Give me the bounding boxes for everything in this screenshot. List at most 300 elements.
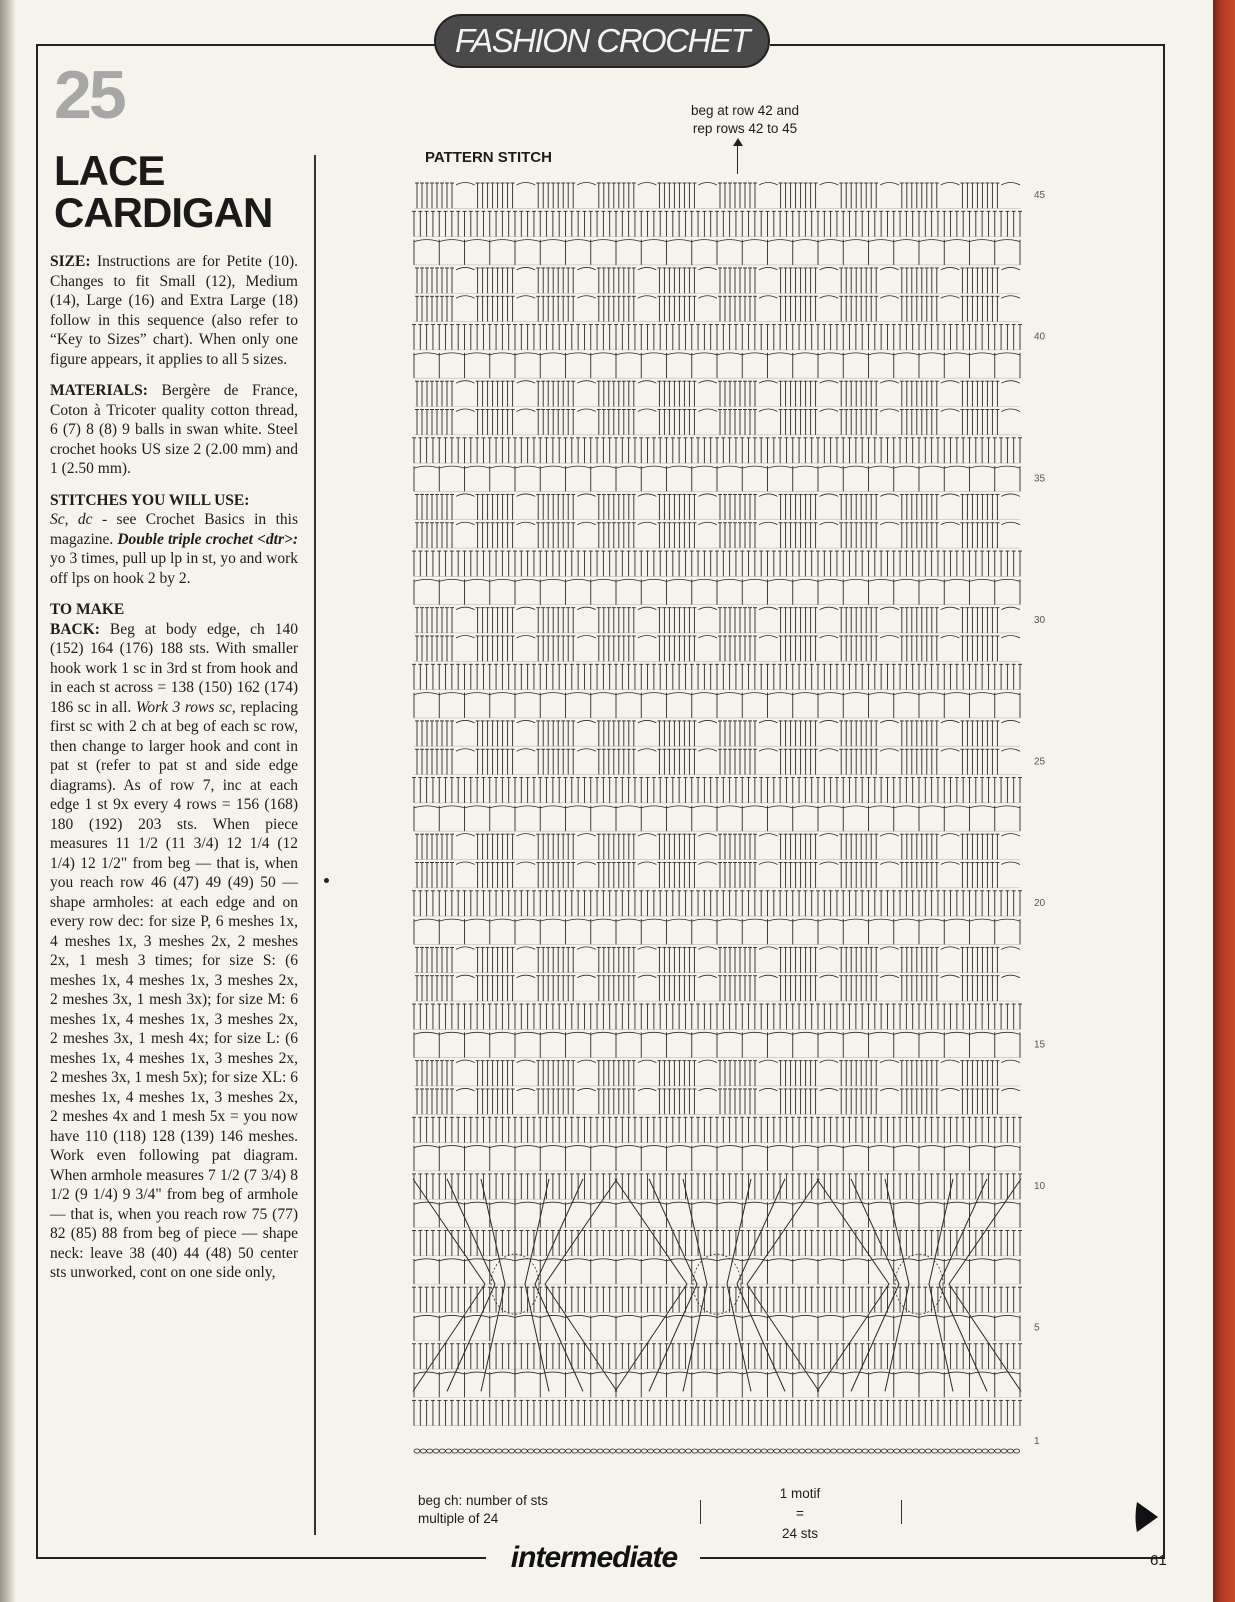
chain-stitch-symbol [439,1449,445,1453]
chain-arc-symbol [698,975,717,978]
chain-stitch-symbol [610,1449,616,1453]
mesh-chain-symbol [818,1372,843,1374]
materials-paragraph [50,381,298,479]
mesh-chain-symbol [818,1259,843,1261]
mesh-chain-symbol [894,1315,919,1317]
mesh-chain-symbol [566,806,591,808]
mesh-chain-symbol [540,1146,565,1148]
chain-arc-symbol [456,947,475,950]
mesh-chain-symbol [793,579,818,581]
mesh-chain-symbol [869,693,894,695]
mesh-chain-symbol [995,1146,1020,1148]
back-text-2: , replacing first sc with 2 ch at beg of each sc row, then change to larger hook and cont in pat st (refer to pat st and side edge diagrams). As of row 7, inc at each edge 1 st 9x every 4 rows = 156 (168) 180 (192) 203 sts. When piece measures 11 1/2 (11 3/4) 12 1/4 (12 1/4) 12 1/2" from beg — that is, when you reach row 46 (47) 49 (49) 50 — shape armholes: at each edge and on every row dec: for size P, 6 meshes 1x, 4 meshes 1x, 3 meshes 2x, 2 meshes 2x, 1 mesh 3 times; for size S: (6 meshes 1x, 4 meshes 1x, 3 meshes 2x, 2 meshes 3x, 1 mesh 3x); for size M: 6 meshes 1x, 4 meshes 1x, 3 meshes 2x, 2 meshes 3x, 1 mesh 4x; for size L: (6 meshes 1x, 4 meshes 1x, 3 meshes 2x, 2 meshes 3x, 1 mesh 5x); for size XL: 6 meshes 1x, 4 meshes 1x, 3 meshes 2x, 2 meshes 4x and 1 mesh 5x = you now have 110 (118) 128 (139) 146 meshes. Work even following pat diagram. When armhole measures 7 1/2 (7 3/4) 8 1/2 (9 1/4) 9 3/4" from beg of armhole — that is, when you reach row 75 (77) 82 (85) 88 from beg of piece — shape neck: leave 38 (40) 44 (48) 50 center sts unworked, cont on one side only, [50,698,299,1281]
mesh-chain-symbol [919,1146,944,1148]
mesh-chain-symbol [465,1372,490,1374]
chain-stitch-symbol [553,1449,559,1453]
chain-arc-symbol [941,607,960,610]
chart-row [414,1088,1020,1114]
mesh-chain-symbol [439,693,464,695]
mesh-chain-symbol [540,806,565,808]
chain-arc-symbol [759,862,778,865]
chain-arc-symbol [880,1060,899,1063]
chain-arc-symbol [698,494,717,497]
chain-stitch-symbol [730,1449,736,1453]
chain-arc-symbol [456,607,475,610]
back-label: BACK: [50,620,100,638]
chain-stitch-symbol [818,1449,824,1453]
mesh-chain-symbol [843,1372,868,1374]
mesh-chain-symbol [616,1372,641,1374]
mesh-chain-symbol [944,579,969,581]
mesh-chain-symbol [970,1372,995,1374]
chain-stitch-symbol [490,1449,496,1453]
mesh-chain-symbol [944,919,969,921]
chain-arc-symbol [820,749,839,752]
chain-arc-symbol [577,947,596,950]
chain-stitch-symbol [692,1449,698,1453]
chain-arc-symbol [517,947,536,950]
mesh-chain-symbol [515,693,540,695]
chain-arc-symbol [759,494,778,497]
mesh-chain-symbol [944,1315,969,1317]
chart-row [414,1449,1020,1454]
chain-arc-symbol [638,720,657,723]
chain-stitch-symbol [768,1449,774,1453]
chain-stitch-symbol [793,1449,799,1453]
chain-arc-symbol [941,522,960,525]
mesh-chain-symbol [566,1146,591,1148]
chain-arc-symbol [577,834,596,837]
mesh-chain-symbol [843,579,868,581]
chain-arc-symbol [1001,635,1020,638]
mesh-chain-symbol [970,1032,995,1034]
back-text: Beg at body edge, ch 140 (152) 164 (176) 188 sts. With smaller hook work 1 sc in 3rd st from hook and in each st across = 138 (150) 162 (174) 186 sc in all. [50,620,298,716]
chart-row [414,1146,1020,1171]
back-paragraph [50,600,298,1283]
chain-stitch-symbol [603,1449,609,1453]
chain-stitch-symbol [667,1449,673,1453]
mesh-chain-symbol [540,466,565,468]
size-text: Instructions are for Petite (10). Changes to fit Small (12), Medium (14), Large (16) and Extra Large (18) follow in this sequence (also refer to “Key to Sizes” chart). When only one figure appears, it applies to all 5 sizes. [50,253,298,368]
mesh-chain-symbol [944,806,969,808]
mesh-chain-symbol [768,1259,793,1261]
chain-arc-symbol [820,834,839,837]
mesh-chain-symbol [843,1146,868,1148]
chain-arc-symbol [820,975,839,978]
mesh-chain-symbol [566,1032,591,1034]
mesh-chain-symbol [414,1259,439,1261]
mesh-chain-symbol [843,1315,868,1317]
chain-arc-symbol [880,975,899,978]
mesh-chain-symbol [818,1315,843,1317]
chain-arc-symbol [1001,494,1020,497]
chain-arc-symbol [820,607,839,610]
chain-arc-symbol [820,1060,839,1063]
mesh-chain-symbol [793,1202,818,1204]
mesh-chain-symbol [439,919,464,921]
chain-stitch-symbol [843,1449,849,1453]
mesh-chain-symbol [793,1032,818,1034]
chain-arc-symbol [456,1088,475,1091]
mesh-chain-symbol [944,1032,969,1034]
chain-arc-symbol [577,862,596,865]
chain-arc-symbol [638,834,657,837]
mesh-chain-symbol [793,693,818,695]
chart-row [414,579,1020,604]
chain-stitch-symbol [648,1449,654,1453]
mesh-chain-symbol [970,466,995,468]
chain-stitch-symbol [502,1449,508,1453]
chain-arc-symbol [759,607,778,610]
mesh-chain-symbol [919,806,944,808]
mesh-chain-symbol [692,1146,717,1148]
stitches-text: - see Crochet Basics in this magazine. [50,511,298,548]
mesh-chain-symbol [439,1372,464,1374]
chain-stitch-symbol [427,1449,433,1453]
chain-stitch-symbol [900,1449,906,1453]
mesh-chain-symbol [843,919,868,921]
mesh-chain-symbol [793,1259,818,1261]
mesh-chain-symbol [717,1146,742,1148]
chart-row [414,466,1020,491]
chain-arc-symbol [456,834,475,837]
mesh-chain-symbol [641,1146,666,1148]
mesh-chain-symbol [970,1259,995,1261]
chain-arc-symbol [1001,834,1020,837]
chain-stitch-symbol [622,1449,628,1453]
chain-stitch-symbol [805,1449,811,1453]
chain-stitch-symbol [831,1449,837,1453]
chain-stitch-symbol [534,1449,540,1453]
mesh-chain-symbol [540,1315,565,1317]
mesh-chain-symbol [591,1202,616,1204]
mesh-chain-symbol [591,806,616,808]
mesh-chain-symbol [515,1146,540,1148]
mesh-chain-symbol [439,466,464,468]
mesh-chain-symbol [894,466,919,468]
chain-stitch-symbol [887,1449,893,1453]
mesh-chain-symbol [970,1315,995,1317]
chain-arc-symbol [456,1060,475,1063]
chain-stitch-symbol [629,1449,635,1453]
mesh-chain-symbol [667,693,692,695]
mesh-chain-symbol [414,919,439,921]
chain-arc-symbol [456,494,475,497]
mesh-chain-symbol [540,919,565,921]
chart-row [412,664,1022,689]
chain-stitch-symbol [717,1449,723,1453]
back-italic: Work 3 rows sc [135,698,232,716]
size-paragraph [50,252,298,369]
arrow-up-icon [733,138,743,146]
mesh-chain-symbol [591,1372,616,1374]
chain-arc-symbol [1001,975,1020,978]
mesh-chain-symbol [995,919,1020,921]
chain-stitch-symbol [723,1449,729,1453]
chain-stitch-symbol [925,1449,931,1453]
mesh-chain-symbol [869,1146,894,1148]
mesh-chain-symbol [894,1032,919,1034]
mesh-chain-symbol [869,1315,894,1317]
mesh-chain-symbol [717,693,742,695]
mesh-chain-symbol [717,1202,742,1204]
chain-stitch-symbol [875,1449,881,1453]
mesh-chain-symbol [919,579,944,581]
mesh-chain-symbol [717,466,742,468]
chain-stitch-symbol [894,1449,900,1453]
chain-stitch-symbol [566,1449,572,1453]
chain-stitch-symbol [881,1449,887,1453]
mesh-chain-symbol [894,693,919,695]
mesh-chain-symbol [717,1372,742,1374]
chain-arc-symbol [880,635,899,638]
pattern-title [54,147,304,236]
mesh-chain-symbol [414,806,439,808]
chain-arc-symbol [880,862,899,865]
chain-arc-symbol [759,975,778,978]
mesh-chain-symbol [490,919,515,921]
chart-row [414,693,1020,718]
mesh-chain-symbol [818,693,843,695]
chain-stitch-symbol [742,1449,748,1453]
chain-stitch-symbol [786,1449,792,1453]
mesh-chain-symbol [414,579,439,581]
mesh-chain-symbol [616,1315,641,1317]
stitches-sc-dc: Sc, dc [50,511,93,528]
chain-stitch-symbol [799,1449,805,1453]
mesh-chain-symbol [641,466,666,468]
chain-arc-symbol [638,494,657,497]
chain-stitch-symbol [749,1449,755,1453]
chain-arc-symbol [638,635,657,638]
chain-arc-symbol [577,522,596,525]
mesh-chain-symbol [465,466,490,468]
frame-line [36,1557,486,1559]
mesh-chain-symbol [616,466,641,468]
chain-arc-symbol [517,1088,536,1091]
chain-arc-symbol [941,862,960,865]
mesh-chain-symbol [818,1032,843,1034]
binding-shadow [0,0,16,1602]
pattern-number: 25 [54,57,124,133]
mesh-chain-symbol [490,1032,515,1034]
chain-stitch-symbol [578,1449,584,1453]
mesh-chain-symbol [768,1146,793,1148]
mesh-chain-symbol [616,1032,641,1034]
chain-arc-symbol [880,834,899,837]
chart-label: PATTERN STITCH [425,149,552,166]
mesh-chain-symbol [439,1032,464,1034]
mesh-chain-symbol [515,1202,540,1204]
chart-row [414,947,1020,973]
to-make-label: TO MAKE [50,601,125,618]
mesh-chain-symbol [742,806,767,808]
chain-arc-symbol [759,720,778,723]
chain-stitch-symbol [919,1449,925,1453]
chain-arc-symbol [759,635,778,638]
chain-arc-symbol [698,1060,717,1063]
mesh-chain-symbol [667,1315,692,1317]
mesh-chain-symbol [894,1372,919,1374]
chain-arc-symbol [638,947,657,950]
mesh-chain-symbol [692,466,717,468]
mesh-chain-symbol [616,806,641,808]
mesh-chain-symbol [414,1032,439,1034]
mesh-chain-symbol [465,806,490,808]
mesh-chain-symbol [414,466,439,468]
chain-stitch-symbol [559,1449,565,1453]
chain-arc-symbol [456,720,475,723]
mesh-chain-symbol [692,1372,717,1374]
chain-arc-symbol [517,749,536,752]
mesh-chain-symbol [843,806,868,808]
chart-start-note: beg at row 42 and rep rows 42 to 45 [690,103,800,136]
chain-stitch-symbol [477,1449,483,1453]
chain-arc-symbol [638,607,657,610]
mesh-chain-symbol [869,1032,894,1034]
chain-stitch-symbol [584,1449,590,1453]
mesh-chain-symbol [818,579,843,581]
mesh-chain-symbol [465,1315,490,1317]
chain-arc-symbol [517,494,536,497]
mesh-chain-symbol [894,1146,919,1148]
chain-stitch-symbol [420,1449,426,1453]
chain-stitch-symbol [824,1449,830,1453]
mesh-chain-symbol [641,693,666,695]
mesh-chain-symbol [414,1372,439,1374]
chain-arc-symbol [517,522,536,525]
chain-arc-symbol [638,522,657,525]
mesh-chain-symbol [540,579,565,581]
chain-arc-symbol [517,975,536,978]
chain-arc-symbol [698,522,717,525]
chain-stitch-symbol [591,1449,597,1453]
mesh-chain-symbol [465,693,490,695]
chain-stitch-symbol [869,1449,875,1453]
chain-stitch-symbol [465,1449,471,1453]
chain-stitch-symbol [458,1449,464,1453]
mesh-chain-symbol [641,1202,666,1204]
chain-arc-symbol [759,947,778,950]
chain-arc-symbol [820,720,839,723]
mesh-chain-symbol [591,1315,616,1317]
crochet-chart [410,176,1060,1466]
chain-stitch-symbol [540,1449,546,1453]
chart-row [414,862,1020,888]
chain-arc-symbol [638,1060,657,1063]
mesh-chain-symbol [793,1315,818,1317]
column-divider [314,155,316,1535]
mesh-chain-symbol [566,1372,591,1374]
mesh-chain-symbol [919,1032,944,1034]
frame-line [36,44,38,1559]
mesh-chain-symbol [641,1372,666,1374]
chain-stitch-symbol [471,1449,477,1453]
mesh-chain-symbol [591,1259,616,1261]
mesh-chain-symbol [995,1372,1020,1374]
mesh-chain-symbol [515,1032,540,1034]
chain-stitch-symbol [641,1449,647,1453]
mesh-chain-symbol [692,806,717,808]
mesh-chain-symbol [894,579,919,581]
chain-stitch-symbol [957,1449,963,1453]
mesh-chain-symbol [465,579,490,581]
chain-arc-symbol [698,862,717,865]
chain-stitch-symbol [837,1449,843,1453]
frame-line [700,1557,1165,1559]
chain-arc-symbol [880,607,899,610]
chain-arc-symbol [698,947,717,950]
chain-stitch-symbol [850,1449,856,1453]
mesh-chain-symbol [995,1032,1020,1034]
chain-arc-symbol [638,862,657,865]
mesh-chain-symbol [869,919,894,921]
mesh-chain-symbol [667,466,692,468]
chain-arc-symbol [759,1060,778,1063]
mesh-chain-symbol [944,693,969,695]
mesh-chain-symbol [490,1372,515,1374]
mesh-chain-symbol [515,1315,540,1317]
mesh-chain-symbol [970,1202,995,1204]
chain-stitch-symbol [970,1449,976,1453]
mesh-chain-symbol [566,1315,591,1317]
chain-arc-symbol [517,635,536,638]
mesh-chain-symbol [742,1146,767,1148]
chain-stitch-symbol [704,1449,710,1453]
chain-arc-symbol [759,1088,778,1091]
chain-arc-symbol [941,834,960,837]
frame-line [36,44,436,46]
chart-row [412,778,1022,803]
chain-stitch-symbol [572,1449,578,1453]
chain-stitch-symbol [780,1449,786,1453]
mesh-chain-symbol [944,1146,969,1148]
mesh-chain-symbol [717,579,742,581]
mesh-chain-symbol [490,1146,515,1148]
chain-stitch-symbol [944,1449,950,1453]
mesh-chain-symbol [465,1032,490,1034]
mesh-chain-symbol [490,579,515,581]
chain-stitch-symbol [433,1449,439,1453]
mesh-chain-symbol [490,1315,515,1317]
mesh-chain-symbol [995,693,1020,695]
mesh-chain-symbol [843,1259,868,1261]
mesh-chain-symbol [667,1032,692,1034]
mesh-chain-symbol [667,579,692,581]
chain-arc-symbol [941,720,960,723]
mesh-chain-symbol [465,1146,490,1148]
chain-stitch-symbol [414,1449,420,1453]
chain-arc-symbol [1001,862,1020,865]
chain-stitch-symbol [913,1449,919,1453]
mesh-chain-symbol [843,693,868,695]
mesh-chain-symbol [490,693,515,695]
mesh-chain-symbol [869,466,894,468]
chart-row [414,749,1020,775]
chain-arc-symbol [820,862,839,865]
mesh-chain-symbol [591,466,616,468]
chain-arc-symbol [517,1060,536,1063]
mesh-chain-symbol [414,693,439,695]
mesh-chain-symbol [970,579,995,581]
chain-arc-symbol [941,947,960,950]
mesh-chain-symbol [591,1032,616,1034]
chain-arc-symbol [456,749,475,752]
chart-row [412,438,1022,463]
mesh-chain-symbol [793,806,818,808]
mesh-chain-symbol [869,579,894,581]
chain-stitch-symbol [856,1449,862,1453]
